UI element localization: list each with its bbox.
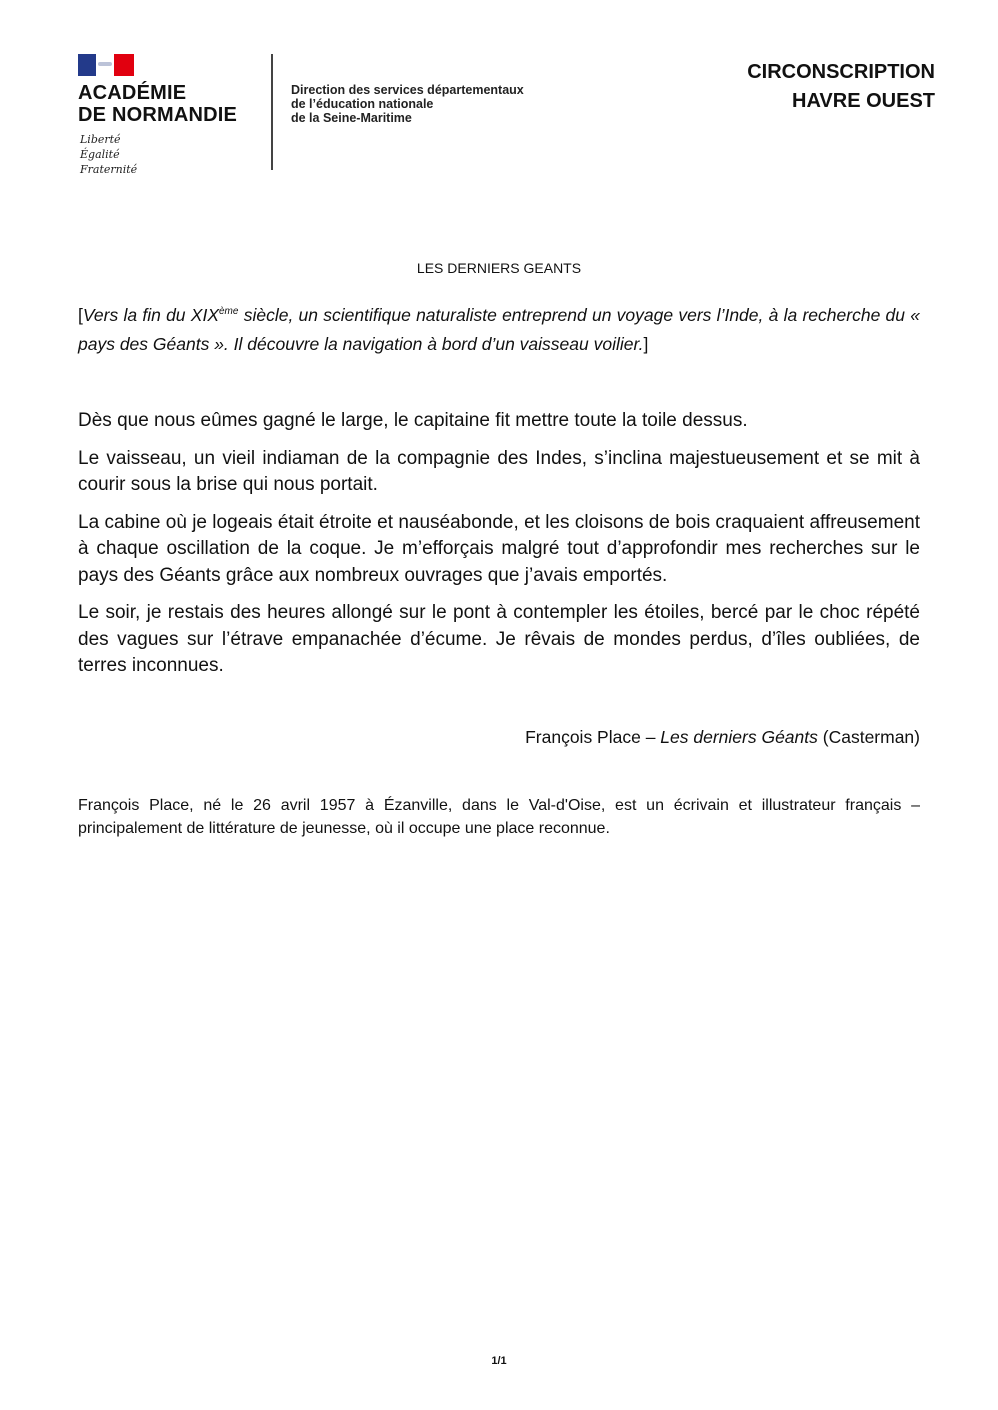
republic-flag-icon [78,54,134,76]
motto-egalite: Égalité [80,148,120,161]
intro-superscript: ème [219,306,239,318]
academy-name-line2: DE NORMANDIE [78,104,238,126]
direction-line2: de l’éducation nationale [291,97,434,111]
motto-fraternite: Fraternité [80,163,138,176]
source-book-title: Les derniers Géants [660,727,818,747]
flag-red-band [114,54,134,76]
excerpt-paragraph-3: La cabine où je logeais était étroite et nauséabonde, et les cloisons de bois craquaient affreusement à chaque oscillation de la coque. Je m’efforçais malgré tout d’approfondir mes recherches sur le pays des Géants grâce aux nombreux ouvrages que j’avais emportés. [78,511,920,586]
excerpt-paragraph-4: Le soir, je restais des heures allongé sur le pont à contempler les étoiles, bercé par le choc répété des vagues sur l’étrave empanachée d’écume. Je rêvais de mondes perdus, d’îles oubliées, de terres inconnues. [78,602,920,676]
source-author: François Place – [525,727,661,747]
circonscription-heading [747,58,935,116]
direction-line3: de la Seine-Maritime [291,111,412,125]
document-title: LES DERNIERS GEANTS [416,260,582,276]
republic-motto [80,132,137,177]
academy-name [78,82,237,126]
page-number: 1/1 [491,1355,507,1367]
source-publisher: (Casterman) [817,727,920,747]
intro-text-part2: siècle, un scientifique naturaliste entreprend un voyage vers l’Inde, à la recherche du « pays des Géants ». Il découvre la navigation à bord d’un vaisseau voilier. [78,305,920,354]
header-divider [271,54,273,170]
excerpt-paragraph-1: Dès que nous eûmes gagné le large, le capitaine fit mettre toute la toile dessus. [78,410,748,431]
motto-liberte: Liberté [80,133,121,146]
intro-open-bracket: [ [78,305,83,325]
excerpt-paragraph-2: Le vaisseau, un vieil indiaman de la compagnie des Indes, s’inclina majestueusement et se mit à courir sous la brise qui nous portait. [78,447,920,495]
academy-name-line1: ACADÉMIE [78,82,187,104]
circonscription-line2: HAVRE OUEST [792,90,935,112]
intro-paragraph [78,301,920,359]
intro-close-bracket: ] [643,334,649,354]
source-citation [525,727,920,748]
excerpt-body [78,408,920,691]
direction-line1: Direction des services départementaux [291,83,524,97]
direction-name [291,83,524,125]
circonscription-line1: CIRCONSCRIPTION [747,61,935,83]
intro-text-part1: Vers la fin du XIX [82,305,219,325]
author-note: François Place, né le 26 avril 1957 à Ézanville, dans le Val-d'Oise, est un écrivain et illustrateur français – principalement de littérature de jeunesse, où il occupe une place reconnue. [78,797,920,837]
flag-white-band [96,54,114,76]
flag-blue-band [78,54,96,76]
